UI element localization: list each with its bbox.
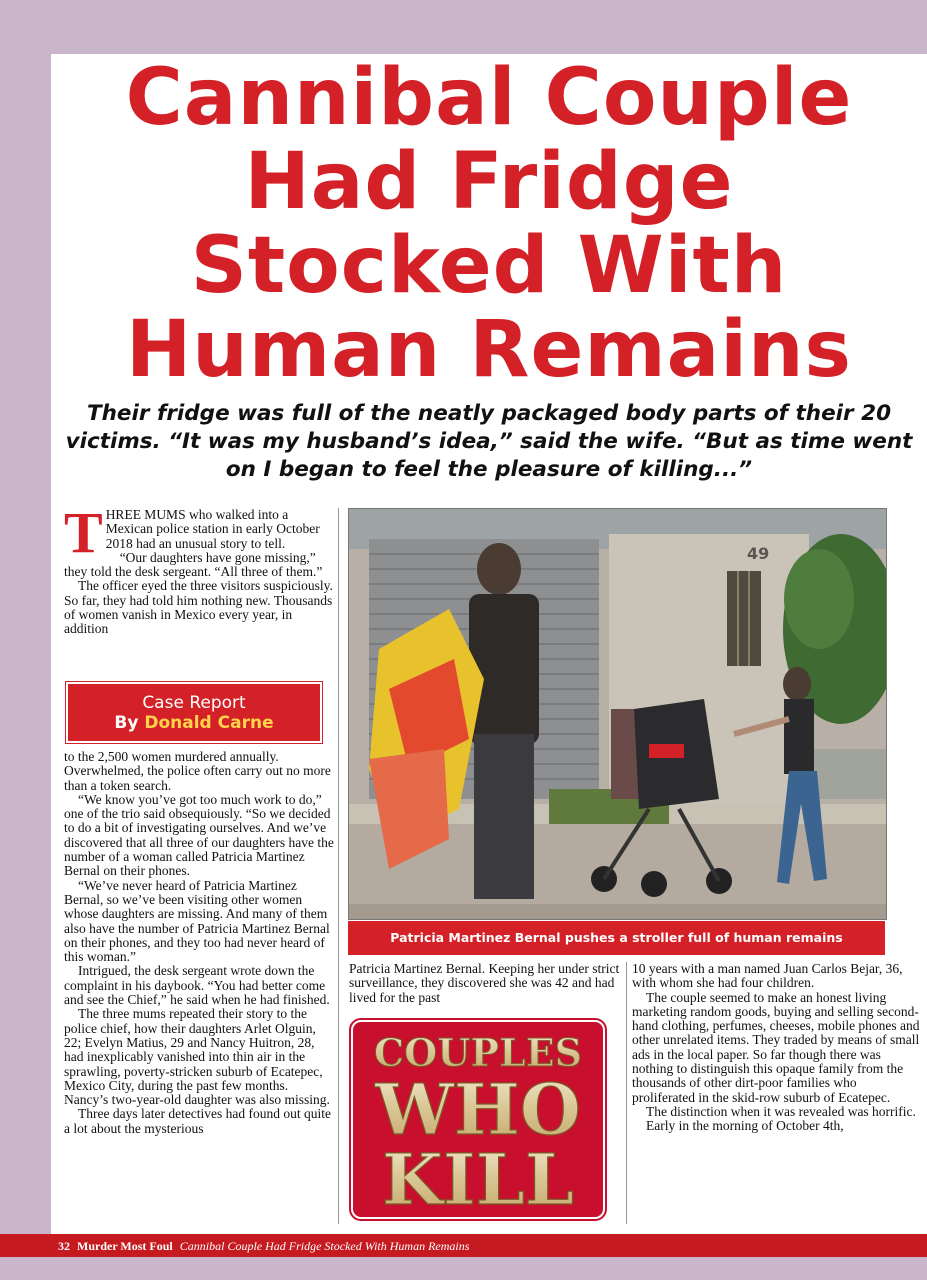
paragraph: “We know you’ve got too much work to do,” one of the trio said obsequiously. “So we decided to do a bit of investigating ourselves. And we’ve discovered that all three of our daughters have the number of a woman called Patricia Martinez Bernal on their phones. — [64, 791, 334, 879]
paragraph: The officer eyed the three visitors suspiciously. So far, they had told him nothing new. Thousands of women vanish in Mexico every year, in addition — [64, 578, 333, 637]
headline-line: Cannibal Couple — [125, 53, 853, 143]
logo-line-kill: KILL — [381, 1138, 575, 1217]
article-column-2 — [349, 962, 621, 1005]
paragraph: Three days later detectives had found out quite a lot about the mysterious — [64, 1106, 332, 1136]
paragraph: “We’ve never heard of Patricia Martinez Bernal, so we’ve been visiting other women whose daughters are missing. And many of them also have the number of Patricia Martinez Bernal on their phones, and they too had never heard of this woman.” — [64, 877, 330, 965]
magazine-name: Murder Most Foul — [77, 1238, 173, 1253]
street-photo — [348, 508, 887, 920]
page-number: 32 — [58, 1238, 70, 1253]
byline-by: By — [114, 713, 139, 733]
column-divider — [338, 508, 339, 1224]
headline-line: Had Fridge — [244, 137, 734, 227]
paragraph: 10 years with a man named Juan Carlos Bejar, 36, with whom she had four children. — [632, 961, 903, 991]
byline-box — [66, 682, 322, 743]
article-column-1-top — [64, 500, 334, 637]
byline — [68, 713, 320, 733]
photo-illustration — [349, 509, 886, 919]
headline-line: Stocked With — [190, 221, 788, 311]
paragraph: Intrigued, the desk sergeant wrote down the complaint in his daybook. “You had better come and see the Chief,” he said when he had finished. — [64, 963, 330, 1008]
column-divider — [626, 962, 627, 1224]
standfirst-line: victims. “It was my husband’s idea,” said the wife. “But as time went — [65, 429, 913, 454]
standfirst — [51, 400, 927, 484]
logo-line-couples: COUPLES — [373, 1030, 583, 1075]
paragraph: “Our daughters have gone missing,” they told the desk sergeant. “All three of them.” — [64, 549, 323, 580]
paragraph: The couple seemed to make an honest living marketing random goods, buying and selling second-hand clothing, perfumes, cheeses, mobile phones and other unrelated items. They traded by means of small ads in the local paper. So far though there was nothing to distinguish this opaque family from the thousands of other dirt-poor families who proliferated in the skid-row suburb of Ecatepec. — [632, 989, 920, 1105]
case-report-label: Case Report — [142, 693, 246, 713]
running-title: Cannibal Couple Had Fridge Stocked With Human Remains — [179, 1238, 470, 1253]
paragraph: The distinction when it was revealed was horrific. — [646, 1103, 916, 1119]
paragraph: Patricia Martinez Bernal. Keeping her under strict surveillance, they discovered she was 42 and had lived for the past — [349, 961, 620, 1005]
page-footer — [0, 1234, 927, 1257]
paragraph-text: HREE MUMS who walked into a Mexican police station in early October 2018 had an unusual story to tell. — [105, 507, 320, 551]
article-column-1-bottom — [64, 750, 334, 1136]
standfirst-line: on I began to feel the pleasure of killing...” — [225, 457, 753, 482]
magazine-page — [51, 54, 927, 1234]
headline-line: Human Remains — [126, 305, 852, 395]
paragraph: The three mums repeated their story to the police chief, how their daughters Arlet Olguin, 22; Evelyn Matius, 29 and Nancy Huitron, 28, had inexplicably vanished into thin air in the sprawling, poverty-stricken suburb of Ecatepec, Mexico City, during the past few months. Nancy’s two-year-old daughter was also missing. — [64, 1006, 330, 1108]
standfirst-line: Their fridge was full of the neatly packaged body parts of their 20 — [86, 401, 892, 426]
paragraph: to the 2,500 women murdered annually. Overwhelmed, the police often carry out no more than a token search. — [64, 749, 331, 793]
logo-lettering — [353, 1022, 603, 1217]
author-name: Donald Carne — [144, 713, 274, 733]
paragraph: Early in the morning of October 4th, — [646, 1118, 844, 1134]
article-column-3 — [632, 962, 922, 1134]
logo-line-who: WHO — [375, 1068, 581, 1151]
photo-caption: Patricia Martinez Bernal pushes a stroller full of human remains — [348, 921, 885, 955]
door-number: 49 — [747, 544, 770, 563]
headline — [51, 53, 927, 395]
drop-cap: T — [64, 500, 103, 565]
couples-who-kill-logo — [351, 1020, 605, 1219]
